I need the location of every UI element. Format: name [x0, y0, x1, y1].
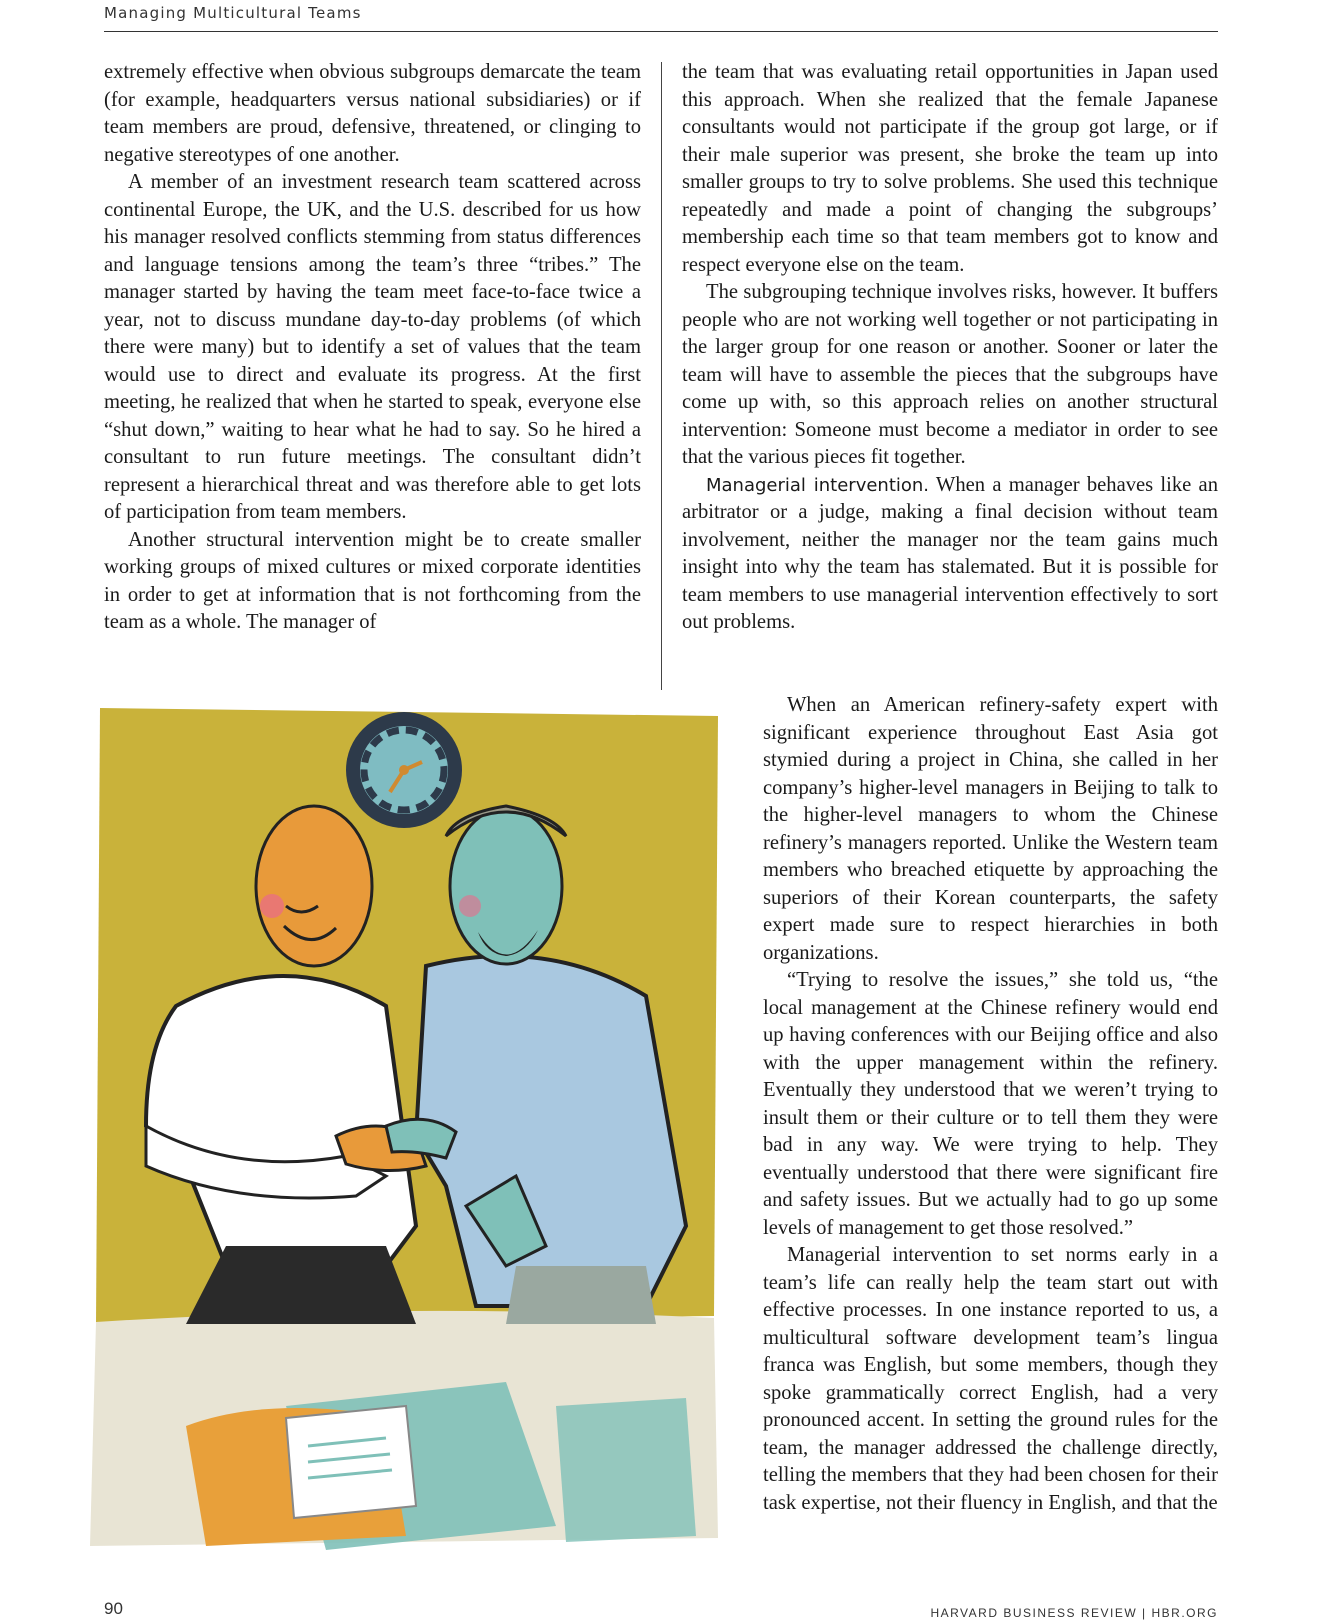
column-3 [763, 692, 1218, 1517]
col1-paragraph-3: Another structural intervention might be to create smaller working groups of mixed cultures or mixed corporate identities in order to get at information that is not forthcoming from the team as a whole. The manager of [104, 528, 641, 633]
col3-paragraph-1: When an American refinery-safety expert with significant experience throughout East Asia got stymied during a project in China, she called in her company’s higher-level managers in Beijing to talk to the higher-level managers to whom the Chinese refinery’s managers reported. Unlike the Western team members who breached etiquette by approaching the superiors of their Korean counterparts, the safety expert made sure to respect hierarchies in both organizations. [763, 694, 1218, 964]
column-1 [104, 59, 641, 637]
column-divider [661, 62, 662, 690]
col2-paragraph-3 [682, 472, 1218, 637]
wall-clock [346, 712, 462, 828]
column-2 [682, 59, 1218, 637]
col2-paragraph-1: the team that was evaluating retail opportunities in Japan used this approach. When she realized that the female Japanese consultants would not participate if the group got large, or if their male superior was present, she broke the team up into smaller groups to try to solve problems. She used this technique repeatedly and made a point of changing the subgroups’ membership each time so that team members got to know and respect everyone else on the team. [682, 61, 1218, 276]
page-number: 90 [104, 1599, 123, 1618]
col1-paragraph-2: A member of an investment research team scattered across continental Europe, the UK, and the U.S. described for us how his manager resolved conflicts stemming from status differences and language tensions among the team’s three “tribes.” The manager started by having the team meet face-to-face twice a year, not to discuss mundane day-to-day problems (of which there were many) but to identify a set of values that the team would use to direct and evaluate its progress. At the first meeting, he realized that when he started to speak, everyone else “shut down,” waiting to hear what he had to say. So he hired a consultant to run future meetings. The consultant didn’t represent a hierarchical threat and was therefore able to get lots of participation from team members. [104, 171, 641, 523]
handshake-illustration [86, 706, 726, 1566]
col2-paragraph-3-text: When a manager behaves like an arbitrator or a judge, making a final decision without team involvement, neither the manager nor the team gains much insight into why the team has stalemated. But it is possible for team members to use managerial intervention effectively to sort out problems. [682, 473, 1218, 633]
col3-paragraph-2: “Trying to resolve the issues,” she told us, “the local management at the Chinese refinery would end up having conferences with our Beijing office and also with the upper management within the refinery. Eventually they understood that we weren’t trying to insult them or their culture or to tell them they were bad in any way. We were trying to help. They eventually understood that there were significant fire and safety issues. But we actually had to go up some levels of management to get those resolved.” [763, 969, 1218, 1239]
col2-paragraph-2: The subgrouping technique involves risks, however. It buffers people who are not working well together or not participating in the larger group for one reason or another. Sooner or later the team will have to assemble the pieces that the subgroups have come up with, so this approach relies on another structural intervention: Someone must become a mediator in order to see that the various pieces fit together. [682, 281, 1218, 468]
header-rule [104, 31, 1218, 32]
col3-paragraph-3: Managerial intervention to set norms early in a team’s life can really help the team start out with effective processes. In one instance reported to us, a multicultural software development team’s lingua franca was English, but some members, though they spoke grammatically correct English, had a very pronounced accent. In setting the ground rules for the team, the manager addressed the challenge directly, telling the members that they had been chosen for their task expertise, not their fluency in English, and that the [763, 1244, 1218, 1514]
running-title: Managing Multicultural Teams [104, 4, 362, 22]
col1-paragraph-1: extremely effective when obvious subgroups demarcate the team (for example, headquarters versus national subsidiaries) or if team members are proud, defensive, threatened, or clinging to negative stereotypes of one another. [104, 61, 641, 166]
section-subhead: Managerial intervention. [706, 474, 930, 496]
publication-footer: HARVARD BUSINESS REVIEW | HBR.ORG [930, 1606, 1218, 1620]
